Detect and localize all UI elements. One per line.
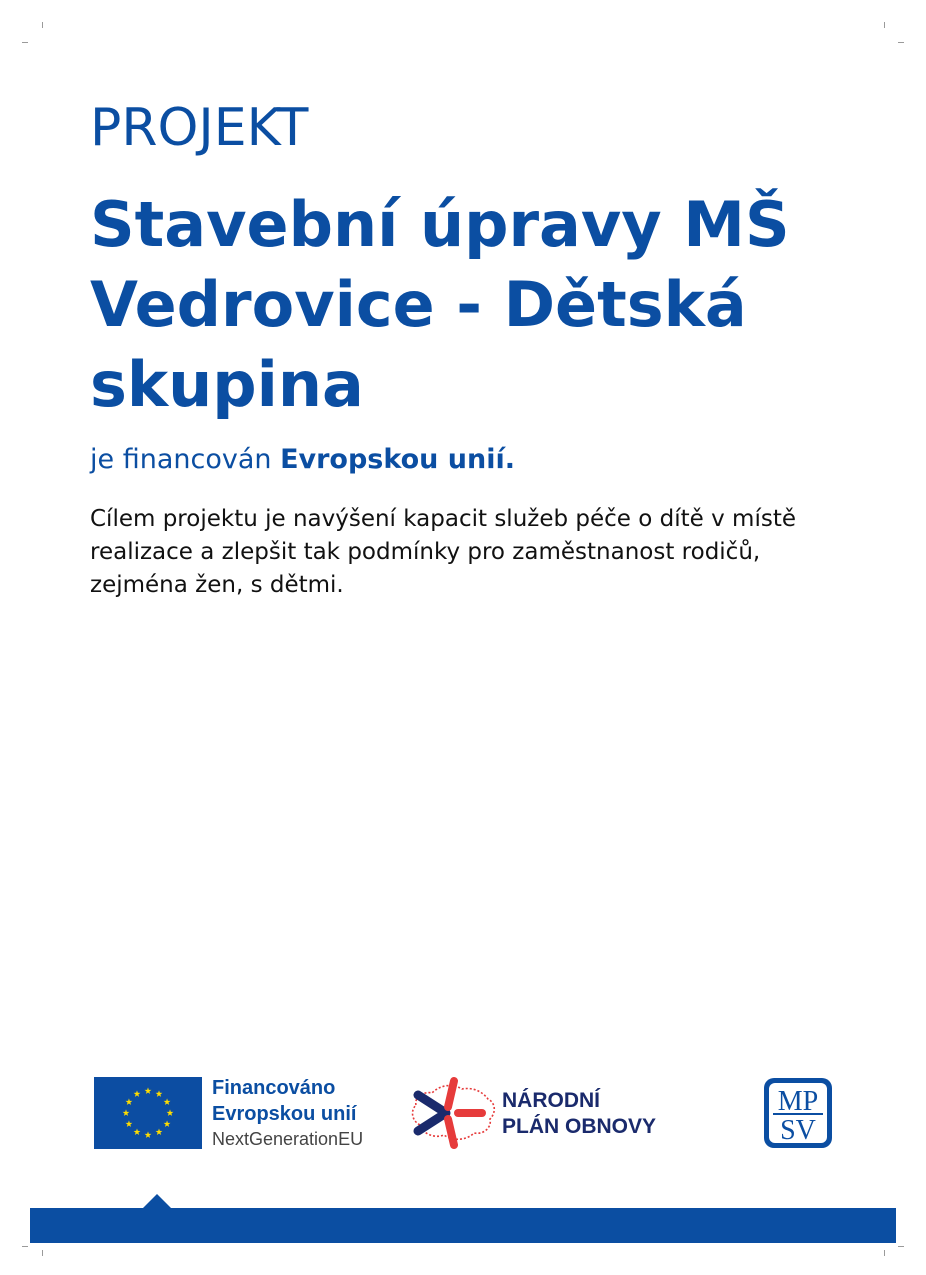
crop-mark bbox=[898, 42, 904, 43]
crop-mark bbox=[42, 1250, 43, 1256]
eu-star-icon bbox=[167, 1109, 174, 1116]
eu-star-icon bbox=[134, 1090, 141, 1097]
npo-line-1: NÁRODNÍ bbox=[502, 1089, 600, 1112]
bar-notch bbox=[143, 1194, 171, 1208]
npo-logo-text bbox=[502, 1088, 656, 1140]
crop-mark bbox=[22, 1246, 28, 1247]
crop-mark bbox=[22, 42, 28, 43]
eu-star-icon bbox=[126, 1098, 133, 1105]
project-title: Stavební úpravy MŠ Vedrovice - Dětská skupina bbox=[90, 188, 790, 421]
eu-star-icon bbox=[134, 1128, 141, 1135]
eu-star-icon bbox=[164, 1098, 171, 1105]
funding-emphasis: Evropskou unií. bbox=[280, 444, 515, 475]
eu-star-icon bbox=[123, 1109, 130, 1116]
eu-star-icon bbox=[126, 1120, 133, 1127]
crop-mark bbox=[884, 22, 885, 28]
eu-star-icon bbox=[145, 1131, 152, 1138]
eu-line-2: Evropskou unií bbox=[212, 1103, 357, 1125]
funding-statement bbox=[90, 443, 515, 477]
eu-line-1: Financováno bbox=[212, 1077, 336, 1099]
funding-prefix: je financován bbox=[90, 444, 281, 475]
npo-logo-icon bbox=[406, 1075, 498, 1151]
eu-star-icon bbox=[156, 1090, 163, 1097]
project-description: Cílem projektu je navýšení kapacit služeb péče o dítě v místě realizace a zlepšit tak podmínky pro zaměstnanost rodičů, zejména žen, s dětmi. bbox=[90, 506, 796, 598]
eu-star-icon bbox=[145, 1087, 152, 1094]
eu-star-icon bbox=[164, 1120, 171, 1127]
mpsv-monogram-icon bbox=[763, 1077, 833, 1149]
footer-bar bbox=[30, 1208, 896, 1243]
svg-text:MP: MP bbox=[777, 1086, 819, 1117]
svg-text:SV: SV bbox=[780, 1115, 816, 1146]
eu-flag-icon bbox=[94, 1077, 202, 1149]
crop-mark bbox=[898, 1246, 904, 1247]
eu-line-3: NextGenerationEU bbox=[212, 1129, 364, 1149]
project-label: PROJEKT bbox=[90, 98, 309, 158]
npo-line-2: PLÁN OBNOVY bbox=[502, 1115, 657, 1138]
eu-funding-logo-text bbox=[212, 1075, 363, 1151]
crop-mark bbox=[884, 1250, 885, 1256]
crop-mark bbox=[42, 22, 43, 28]
eu-star-icon bbox=[156, 1128, 163, 1135]
